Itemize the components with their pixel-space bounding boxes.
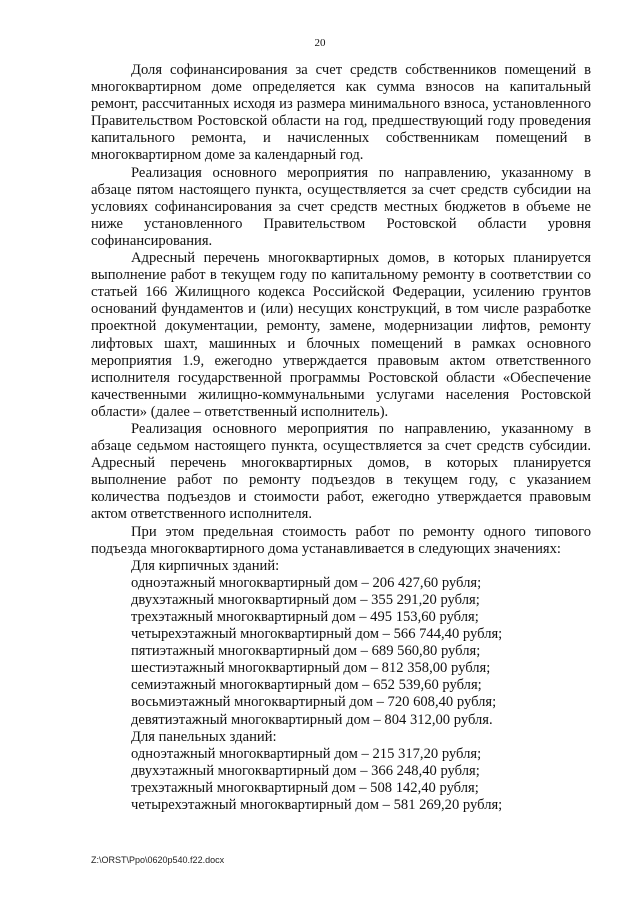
panel-buildings-heading: Для панельных зданий:	[131, 728, 277, 745]
brick-buildings-list	[91, 575, 591, 729]
list-item: семиэтажный многоквартирный дом – 652 539,60 рубля;	[131, 677, 482, 694]
file-path-footer: Z:\ORST\Ppo\0620p540.f22.docx	[91, 855, 225, 865]
paragraph-cost-limit-intro: При этом предельная стоимость работ по ремонту одного типового подъезда многоквартирного дома устанавливается в следующих значениях:	[91, 523, 591, 557]
paragraph-address-list-capital-repair: Адресный перечень многоквартирных домов, в которых планируется выполнение работ в текущем году по капитальному ремонту в соответствии со статьей 166 Жилищного кодекса Российской Федерации, усилению грунтов оснований фундаментов и (или) несущих конструкций, в том числе разработке проектной документации, ремонту, замене, модернизации лифтов, ремонту лифтовых шахт, машинных и блочных помещений в рамках основного мероприятия 1.9, ежегодно утверждается правовым актом ответственного исполнителя государственной программы Ростовской области «Обеспечение качественными жилищно-коммунальными услугами населения Ростовской области» (далее – ответственный исполнитель).	[91, 250, 591, 420]
list-item: четырехэтажный многоквартирный дом – 566 744,40 рубля;	[131, 626, 503, 643]
list-item: трехэтажный многоквартирный дом – 495 153,60 рубля;	[131, 609, 479, 625]
list-item: двухэтажный многоквартирный дом – 366 248,40 рубля;	[131, 762, 480, 779]
paragraph-cofinancing-share: Доля софинансирования за счет средств собственников помещений в многоквартирном доме определяется как сумма взносов на капитальный ремонт, рассчитанных исходя из размера минимального взноса, установленного Правительством Ростовской области на год, предшествующий году проведения капитального ремонта, и начисленных собственникам помещений в многоквартирном доме за календарный год.	[91, 62, 591, 164]
document-body	[91, 62, 591, 814]
list-item: девятиэтажный многоквартирный дом – 804 312,00 рубля.	[131, 711, 493, 728]
list-item: восьмиэтажный многоквартирный дом – 720 608,40 рубля;	[131, 694, 497, 711]
list-item: пятиэтажный многоквартирный дом – 689 560,80 рубля;	[131, 643, 481, 660]
paragraph-entrance-repair: Реализация основного мероприятия по направлению, указанному в абзаце седьмом настоящего пункта, осуществляется за счет средств субсидии. Адресный перечень многоквартирных домов, в которых планируется выполнение работ по ремонту подъездов в текущем году, с указанием количества подъездов и стоимости работ, ежегодно утверждается правовым актом ответственного исполнителя.	[91, 420, 591, 523]
paragraph-subsidy-conditions: Реализация основного мероприятия по направлению, указанному в абзаце пятом настоящего пункта, осуществляется за счет средств субсидии на условиях софинансирования за счет средств местных бюджетов в объеме не ниже установленного Правительством Ростовской области уровня софинансирования.	[91, 164, 591, 249]
list-item: двухэтажный многоквартирный дом – 355 291,20 рубля;	[131, 591, 480, 608]
panel-buildings-list	[91, 746, 591, 814]
list-item: четырехэтажный многоквартирный дом – 581 269,20 рубля;	[131, 797, 503, 814]
brick-buildings-heading: Для кирпичных зданий:	[131, 557, 280, 574]
list-item: одноэтажный многоквартирный дом – 206 427,60 рубля;	[131, 574, 482, 591]
page-number: 20	[314, 37, 326, 49]
list-item: трехэтажный многоквартирный дом – 508 142,40 рубля;	[131, 779, 479, 796]
list-item: одноэтажный многоквартирный дом – 215 317,20 рубля;	[131, 745, 482, 762]
list-item: шестиэтажный многоквартирный дом – 812 358,00 рубля;	[131, 660, 491, 677]
